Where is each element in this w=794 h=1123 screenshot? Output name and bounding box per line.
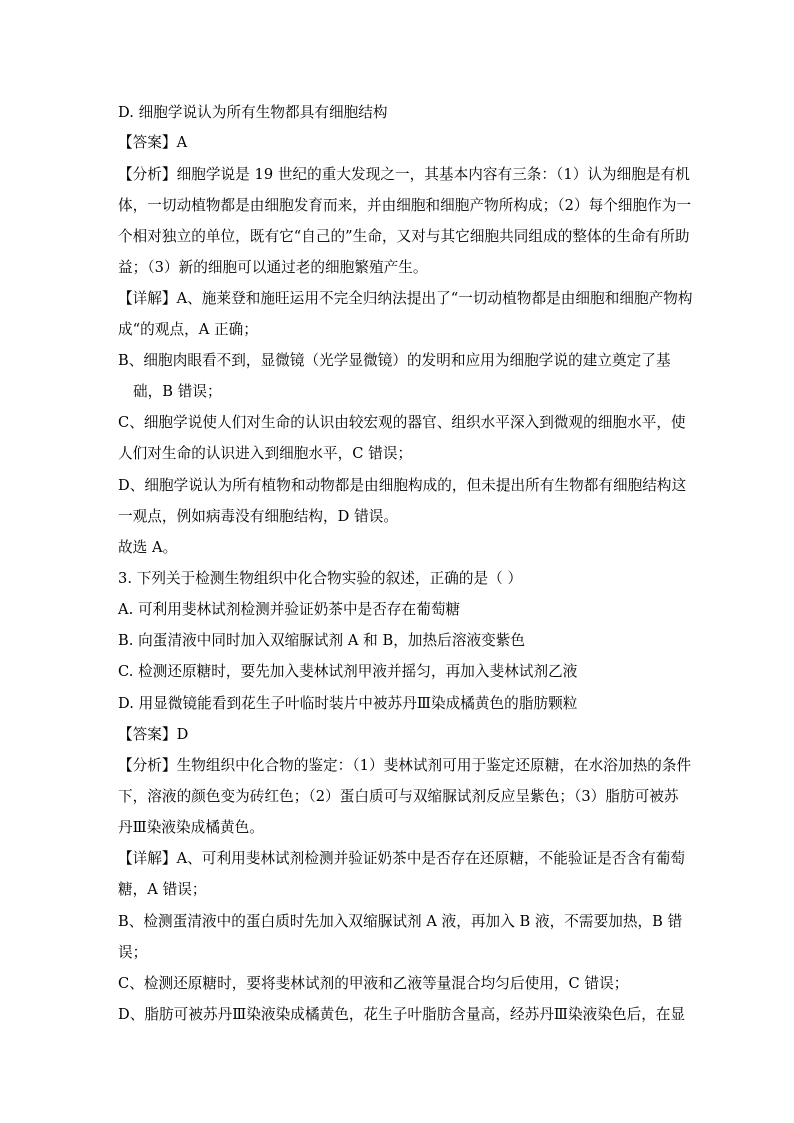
explanation-2-line-1: 【详解】A、可利用斐林试剂检测并验证奶茶中是否存在还原糖，不能验证是否含有葡萄	[118, 850, 686, 867]
explanation-2-line-5: C、检测还原糖时，要将斐林试剂的甲液和乙液等量混合均匀后使用，C 错误；	[118, 975, 629, 992]
answer-line: 【答案】A	[118, 134, 188, 151]
explanation-line-1: 【详解】A、施莱登和施旺运用不完全归纳法提出了“一切动植物都是由细胞和细胞产物构	[118, 290, 693, 307]
analysis-line-2: 体，一切动植物都是由细胞发育而来，并由细胞和细胞产物所构成；（2）每个细胞作为一	[118, 197, 692, 214]
option-d-line: D. 细胞学说认为所有生物都具有细胞结构	[118, 104, 388, 121]
question-3-stem: 3. 下列关于检测生物组织中化合物实验的叙述，正确的是（ ）	[118, 570, 523, 587]
explanation-line-8: 一观点，例如病毒没有细胞结构，D 错误。	[118, 508, 399, 525]
explanation-line-4: 础，B 错误；	[133, 383, 222, 400]
analysis-line-4: 益；（3）新的细胞可以通过老的细胞繁殖产生。	[118, 259, 428, 276]
analysis-line-3: 个相对独立的单位，既有它“自己的”生命，又对与其它细胞共同组成的整体的生命有所助	[118, 228, 690, 245]
explanation-line-6: 人们对生命的认识进入到细胞水平，C 错误；	[118, 445, 413, 462]
question-3-option-d: D. 用显微镜能看到花生子叶临时装片中被苏丹Ⅲ染成橘黄色的脂肪颗粒	[118, 695, 578, 712]
explanation-line-2: 成“的观点，A 正确；	[118, 321, 258, 338]
explanation-2-line-6: D、脂肪可被苏丹Ⅲ染液染成橘黄色，花生子叶脂肪含量高，经苏丹Ⅲ染液染色后，在显	[118, 1006, 686, 1023]
explanation-line-5: C、细胞学说使人们对生命的认识由较宏观的器官、组织水平深入到微观的细胞水平，使	[118, 414, 686, 431]
analysis-2-line-2: 下，溶液的颜色变为砖红色；（2）蛋白质可与双缩脲试剂反应呈紫色；（3）脂肪可被苏	[118, 788, 679, 805]
answer-line-2: 【答案】D	[118, 726, 189, 743]
question-3-option-b: B. 向蛋清液中同时加入双缩脲试剂 A 和 B，加热后溶液变紫色	[118, 632, 526, 649]
explanation-line-3: B、细胞肉眼看不到，显微镜（光学显微镜）的发明和应用为细胞学说的建立奠定了基	[118, 352, 671, 369]
analysis-2-line-1: 【分析】生物组织中化合物的鉴定：（1）斐林试剂可用于鉴定还原糖，在水浴加热的条件	[118, 757, 692, 774]
analysis-2-line-3: 丹Ⅲ染液染成橘黄色。	[118, 819, 264, 836]
explanation-2-line-2: 糖，A 错误；	[118, 881, 207, 898]
choice-line: 故选 A。	[118, 539, 178, 556]
analysis-line-1: 【分析】细胞学说是 19 世纪的重大发现之一，其基本内容有三条：（1）认为细胞是有机	[118, 166, 690, 183]
question-3-option-c: C. 检测还原糖时，要先加入斐林试剂甲液并摇匀，再加入斐林试剂乙液	[118, 663, 578, 680]
explanation-line-7: D、细胞学说认为所有植物和动物都是由细胞构成的，但未提出所有生物都有细胞结构这	[118, 477, 687, 494]
explanation-2-line-4: 误；	[118, 944, 148, 961]
explanation-2-line-3: B、检测蛋清液中的蛋白质时先加入双缩脲试剂 A 液，再加入 B 液，不需要加热，B 错	[118, 913, 683, 930]
question-3-option-a: A. 可利用斐林试剂检测并验证奶茶中是否存在葡萄糖	[118, 601, 461, 618]
